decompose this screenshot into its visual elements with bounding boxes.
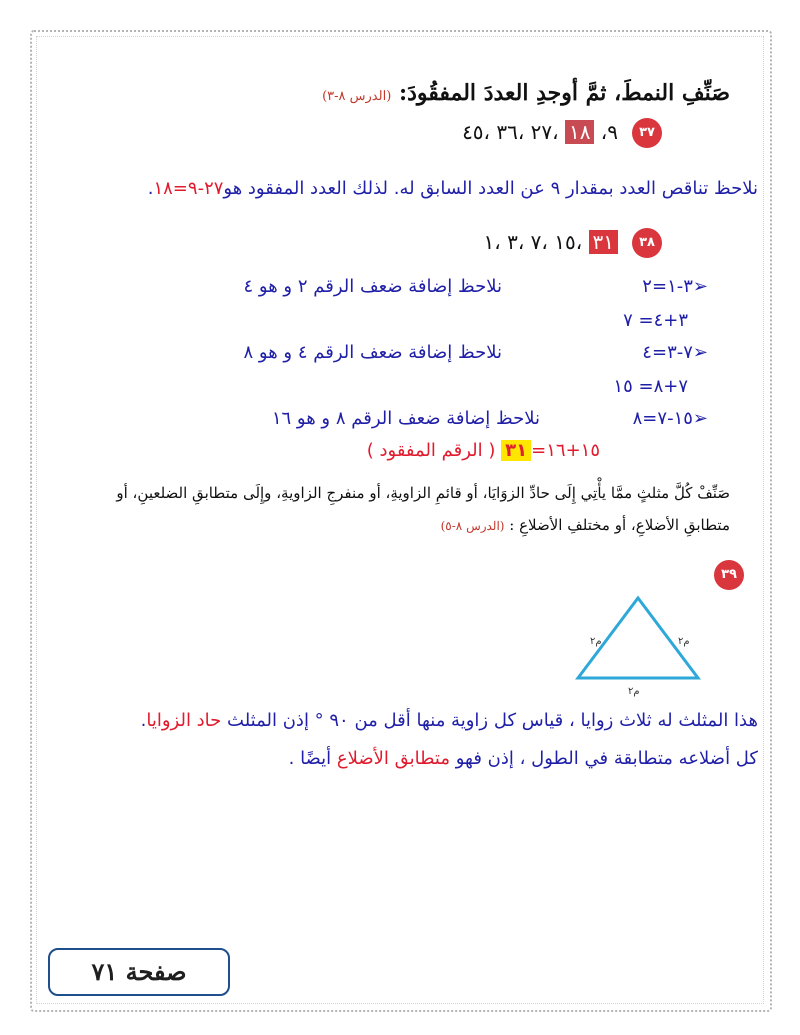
arrow-icon: ➢ [692, 408, 708, 429]
question-37-explanation [148, 178, 758, 199]
heading-lesson-ref: (الدرس ٨-٣) [322, 89, 392, 104]
seq-37-before: ٩، [594, 120, 618, 144]
page-number-box: صفحة ٧١ [48, 948, 230, 996]
question-37-sequence [462, 120, 618, 144]
explanation-37-calc: ٢٧-٩=١٨ [153, 178, 224, 199]
question-38-badge: ٣٨ [632, 228, 662, 258]
side-right-label: م٢ [678, 636, 690, 647]
final-answer [367, 440, 600, 461]
seq-37-after: ،٢٧ ،٣٦ ،٤٥ [462, 120, 565, 144]
side-left-label: م٢ [590, 636, 602, 647]
section-heading [322, 80, 730, 106]
step-3-calc: ➢١٥-٧=٨ [632, 408, 708, 429]
step-1-calc: ➢٣-١=٢ [642, 276, 708, 297]
arrow-icon: ➢ [692, 276, 708, 297]
step-1-note: نلاحظ إضافة ضعف الرقم ٢ و هو ٤ [243, 276, 502, 297]
seq-38-after: ،١٥ ،٧ ،٣ ،١ [483, 230, 589, 254]
question-39-line-2: كل أضلاعه متطابقة في الطول ، إذن فهو متطابق الأضلاع أيضًا . [288, 748, 758, 769]
seq-38-missing: ٣١ [589, 230, 618, 254]
question-37-badge: ٣٧ [632, 118, 662, 148]
instruction-line-1: صَنِّفْ كُلَّ مثلثٍ ممَّا يأْتِي إِلَى حادِّ الزوَايَا، أو قائمِ الزاويةِ، أو منفرجِ الزاويةِ، وإِلَى متطابقِ الضلعينِ، أو [116, 484, 730, 502]
answer-equilateral: متطابق الأضلاع [336, 748, 451, 769]
step-2-result: ٧+٨= ١٥ [613, 376, 688, 397]
arrow-icon: ➢ [692, 342, 708, 363]
question-39-badge: ٣٩ [714, 560, 744, 590]
step-2-note: نلاحظ إضافة ضعف الرقم ٤ و هو ٨ [243, 342, 502, 363]
side-bottom-label: م٢ [628, 686, 640, 697]
explanation-37-text: نلاحظ تناقص العدد بمقدار ٩ عن العدد السابق له. لذلك العدد المفقود هو [223, 178, 758, 199]
question-39-line-1: هذا المثلث له ثلاث زوايا ، قياس كل زاوية منها أقل من ٩٠ ° إذن المثلث حاد الزوايا. [140, 710, 758, 731]
final-calc: ١٥+١٦= [531, 440, 600, 461]
step-3-note: نلاحظ إضافة ضعف الرقم ٨ و هو ١٦ [271, 408, 540, 429]
answer-acute: حاد الزوايا [146, 710, 222, 731]
instruction-line-2: متطابقِ الأضلاعِ، أو مختلفِ الأضلاعِ : (الدرس ٨-٥) [440, 516, 730, 534]
explanation-37-end: . [147, 178, 154, 199]
instruction-lesson-ref: (الدرس ٨-٥) [440, 519, 505, 533]
step-1-result: ٣+٤= ٧ [623, 310, 688, 331]
triangle-figure [560, 590, 730, 700]
seq-37-missing: ١٨ [565, 120, 594, 144]
final-label: ( الرقم المفقود ) [366, 440, 496, 461]
step-2-calc: ➢٧-٣=٤ [642, 342, 708, 363]
question-38-sequence [484, 230, 618, 254]
final-value: ٣١ [501, 440, 531, 461]
heading-text: صَنِّفِ النمطَ، ثمَّ أوجدِ العددَ المفقُودَ: [398, 80, 730, 106]
